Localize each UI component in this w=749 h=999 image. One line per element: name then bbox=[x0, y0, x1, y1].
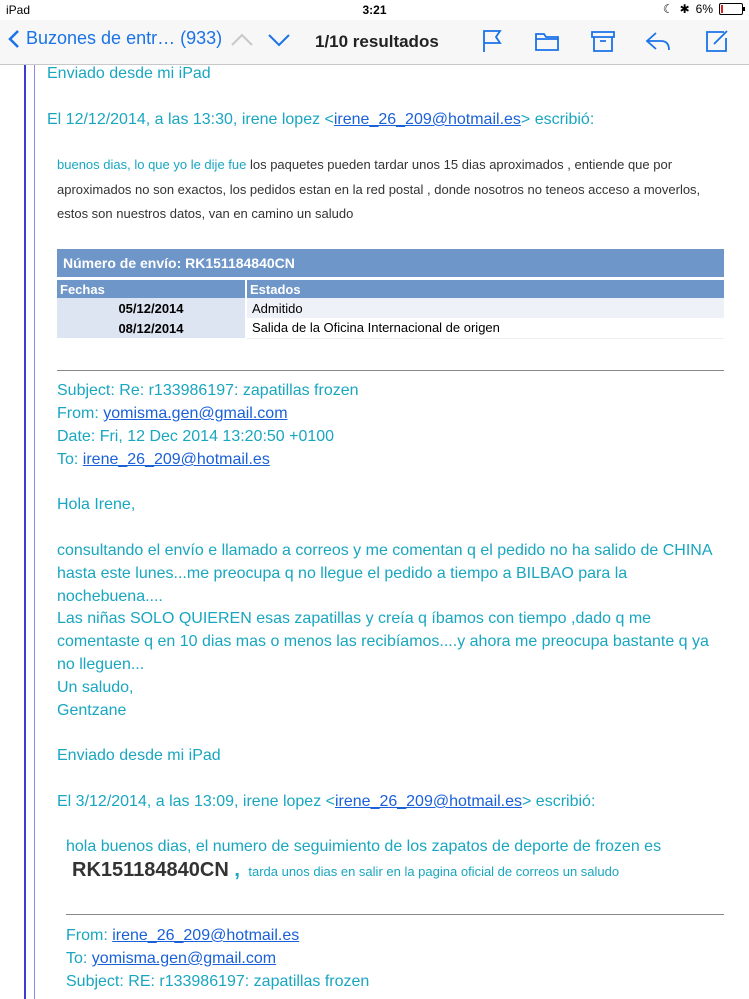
back-button[interactable] bbox=[8, 28, 222, 49]
divider bbox=[57, 370, 724, 371]
tracking-header: Número de envío: RK151184840CN bbox=[57, 249, 724, 277]
body2-line: hola buenos dias, el numero de seguimiento de los zapatos de deporte de frozen es bbox=[66, 838, 662, 855]
greeting: Hola Irene, bbox=[57, 496, 136, 513]
status-right bbox=[663, 2, 743, 16]
subject-line: Subject: Re: r133986197: zapatillas frozen bbox=[57, 382, 359, 399]
moon-icon: ☾ bbox=[662, 2, 674, 16]
folder-icon[interactable] bbox=[534, 28, 560, 54]
battery-percent: 6% bbox=[695, 2, 713, 16]
table-row bbox=[57, 298, 724, 318]
paragraph-line: consultando el envío e llamado a correos y me comentan q el pedido no ha salido de CHINA bbox=[57, 542, 713, 559]
subject-line: Subject: RE: r133986197: zapatillas frozen bbox=[66, 973, 370, 990]
chevron-up-icon[interactable] bbox=[230, 30, 254, 50]
compose-icon[interactable] bbox=[704, 28, 730, 54]
chevron-left-icon bbox=[8, 29, 20, 49]
signature-ipad: Enviado desde mi iPad bbox=[47, 65, 211, 82]
email-link[interactable]: irene_26_209@hotmail.es bbox=[333, 111, 521, 128]
quote-bar-outer bbox=[24, 65, 26, 999]
body-line: buenos dias, lo que yo le dije fue los paquetes pueden tardar unos 15 dias aproximados , entiende que por bbox=[57, 157, 673, 172]
email-link[interactable]: irene_26_209@hotmail.es bbox=[82, 451, 270, 468]
paragraph-line: Un saludo, bbox=[57, 679, 134, 696]
bluetooth-icon: ✱ bbox=[679, 2, 690, 16]
tracking-line: RK151184840CN , tarda unos dias en salir en la pagina oficial de correos un saludo bbox=[72, 859, 620, 881]
archive-icon[interactable] bbox=[590, 28, 616, 54]
paragraph-line: hasta este lunes...me preocupa q no llegue el pedido a tiempo a BILBAO para la bbox=[57, 565, 628, 582]
paragraph-line: nochebuena.... bbox=[57, 588, 163, 605]
email-link[interactable]: irene_26_209@hotmail.es bbox=[334, 793, 523, 810]
clock: 3:21 bbox=[362, 3, 387, 17]
chevron-down-icon[interactable] bbox=[267, 30, 291, 50]
paragraph-line: comentaste q en 10 dias mas o menos las recibíamos....y ahora me preocupa bastante q ya bbox=[57, 633, 709, 650]
email-link[interactable]: yomisma.gen@gmail.com bbox=[103, 405, 288, 422]
col-header-states: Estados bbox=[246, 280, 724, 298]
reply-icon[interactable] bbox=[644, 28, 672, 54]
date-line: Date: Fri, 12 Dec 2014 13:20:50 +0100 bbox=[57, 428, 335, 445]
from-line: From: yomisma.gen@gmail.com bbox=[57, 405, 288, 422]
device-label: iPad bbox=[6, 3, 31, 17]
quote-header-1: El 12/12/2014, a las 13:30, irene lopez <irene_26_209@hotmail.es> escribió: bbox=[47, 111, 595, 128]
divider bbox=[66, 914, 724, 915]
email-link[interactable]: irene_26_209@hotmail.es bbox=[112, 927, 300, 944]
col-header-dates: Fechas bbox=[57, 280, 246, 298]
body-line: estos son nuestros datos, van en camino un saludo bbox=[57, 206, 354, 221]
flag-icon[interactable] bbox=[480, 28, 504, 54]
paragraph-line: Gentzane bbox=[57, 702, 127, 719]
row-date: 08/12/2014 bbox=[57, 318, 246, 338]
quote-header-2: El 3/12/2014, a las 13:09, irene lopez <irene_26_209@hotmail.es> escribió: bbox=[57, 793, 596, 810]
status-bar bbox=[0, 0, 749, 20]
tracking-code: RK151184840CN bbox=[72, 859, 229, 881]
row-state: Salida de la Oficina Internacional de origen bbox=[246, 318, 724, 338]
signature-ipad: Enviado desde mi iPad bbox=[57, 747, 221, 764]
tracking-table bbox=[57, 249, 724, 339]
back-label: Buzones de entr… (933) bbox=[26, 28, 223, 48]
quote-bar-inner bbox=[34, 65, 35, 999]
email-link[interactable]: yomisma.gen@gmail.com bbox=[91, 950, 277, 967]
from-line: From: irene_26_209@hotmail.es bbox=[66, 927, 300, 944]
to-line: To: irene_26_209@hotmail.es bbox=[57, 451, 270, 468]
row-date: 05/12/2014 bbox=[57, 298, 246, 318]
email-body bbox=[0, 65, 749, 999]
body-line: aproximados no son exactos, los pedidos estan en la red postal , donde nosotros no teneos acceso a moverlos, bbox=[57, 182, 701, 197]
battery-icon bbox=[719, 3, 743, 15]
results-count: 1/10 resultados bbox=[315, 32, 439, 51]
paragraph-line: no lleguen... bbox=[57, 656, 145, 673]
row-state: Admitido bbox=[246, 298, 724, 318]
mail-toolbar bbox=[0, 20, 749, 65]
table-row bbox=[57, 318, 724, 338]
paragraph-line: Las niñas SOLO QUIEREN esas zapatillas y creía q íbamos con tiempo ,dado q me bbox=[57, 610, 652, 627]
to-line: To: yomisma.gen@gmail.com bbox=[66, 950, 277, 967]
